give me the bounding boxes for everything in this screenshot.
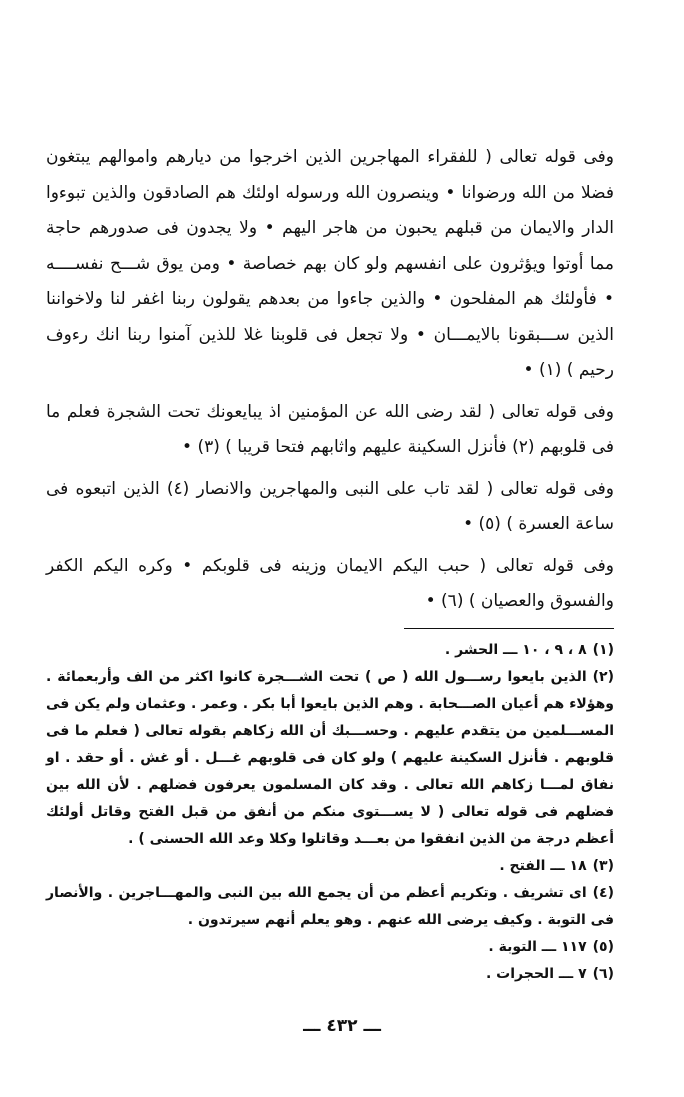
page-number: ـــ ٤٣٢ ـــ	[303, 1016, 381, 1036]
paragraph-4: وفى قوله تعالى ( حبب اليكم الايمان وزينه فى قلوبكم • وكره اليكم الكفر والفسوق والعصيان ) (٦) •	[46, 555, 614, 611]
footnote-text: ٨ ، ٩ ، ١٠ ـــ الحشر .	[444, 641, 587, 658]
paragraph-3: وفى قوله تعالى ( لقد تاب على النبى والمهاجرين والانصار (٤) الذين اتبعوه فى ساعة العسرة ) (٥) •	[46, 478, 614, 534]
main-text	[46, 140, 614, 620]
footnote-number: (١)	[592, 641, 614, 658]
footnote-number: (٤)	[592, 884, 614, 901]
footnote-4	[46, 880, 614, 934]
footnote-divider	[404, 628, 614, 629]
paragraph-2: وفى قوله تعالى ( لقد رضى الله عن المؤمنين اذ يبايعونك تحت الشجرة فعلم ما فى قلوبهم (٢) فأنزل السكينة عليهم واثابهم فتحا قريبا ) (٣) •	[46, 401, 614, 457]
footnote-text: اى تشريف . وتكريم أعظم من أن يجمع الله بين النبى والمهـــاجرين . والأنصار فى التوبة . وكيف يرضى الله عنهم . وهو يعلم أنهم سيرتدون .	[46, 884, 614, 928]
footnote-1	[46, 637, 614, 664]
footnote-number: (٣)	[592, 857, 614, 874]
footnote-2	[46, 664, 614, 853]
footnote-number: (٦)	[592, 965, 614, 982]
footnote-text: الذين بايعوا رســـول الله ( ص ) تحت الشـــجرة كانوا اكثر من الف وأربعمائة . وهؤلاء هم أعيان الصـــحابة . وهم الذين بايعوا أبا بكر . وعمر . وعثمان ولم يكن فى المســـلمين من يتقدم عليهم . وحســـبك أن الله زكاهم بقوله تعالى ( فعلم ما فى قلوبهم . فأنزل السكينة عليهم ) ولو كان فى قلوبهم غـــل . أو غش . أو حقد . او نفاق لمـــا زكاهم الله تعالى . وقد كان المسلمون يعرفون فضلهم . لأن الله بين فضلهم فى قوله تعالى ( لا يســـتوى منكم من أنفق من قبل الفتح وقاتل أولئك أعظم درجة من الذين انفقوا من بعـــد وقاتلوا وكلا وعد الله الحسنى ) .	[46, 668, 614, 847]
footnote-text: ١٨ ـــ الفتح .	[499, 857, 587, 874]
footnote-5	[46, 934, 614, 961]
footnote-text: ٧ ـــ الحجرات .	[485, 965, 587, 982]
footnote-6	[46, 961, 614, 988]
footnotes	[46, 637, 614, 988]
footnote-text: ١١٧ ـــ التوبة .	[488, 938, 587, 955]
footnote-number: (٥)	[592, 938, 614, 955]
footnote-3	[46, 853, 614, 880]
footnote-number: (٢)	[592, 668, 614, 685]
paragraph-1: وفى قوله تعالى ( للفقراء المهاجرين الذين اخرجوا من ديارهم واموالهم يبتغون فضلا من الله ورضوانا • وينصرون الله ورسوله اولئك هم الصادقون والذين تبوءوا الدار والايمان من قبلهم يحبون من هاجر اليهم • ولا يجدون فى صدورهم حاجة مما أوتوا ويؤثرون على انفسهم ولو كان بهم خصاصة • ومن يوق شـــح نفســــه • فأولئك هم المفلحون • والذين جاءوا من بعدهم يقولون ربنا اغفر لنا ولاخواننا الذين ســـبقونا بالايمـــان • ولا تجعل فى قلوبنا غلا للذين آمنوا ربنا انك رءوف رحيم ) (١) •	[46, 147, 614, 380]
